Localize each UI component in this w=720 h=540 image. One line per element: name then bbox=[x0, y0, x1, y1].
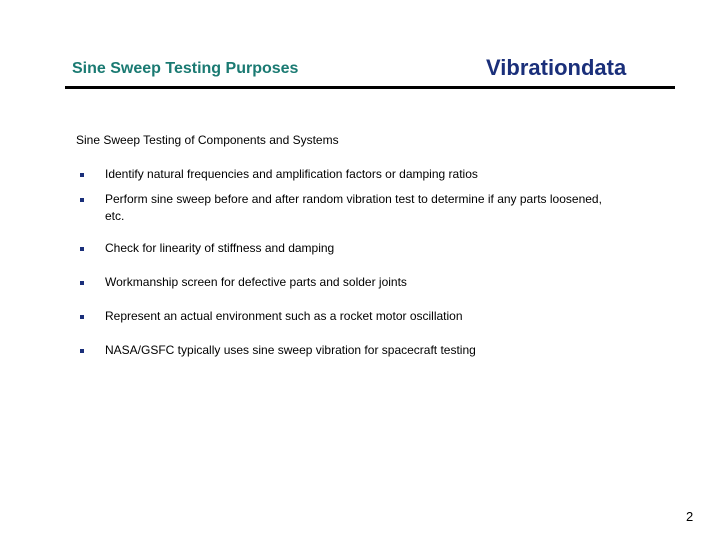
list-item bbox=[80, 166, 620, 183]
bullet-icon bbox=[80, 247, 84, 251]
list-item bbox=[80, 308, 620, 325]
bullet-list bbox=[80, 166, 620, 359]
list-item bbox=[80, 342, 620, 359]
header-divider bbox=[65, 86, 675, 89]
section-heading: Sine Sweep Testing of Components and Systems bbox=[76, 133, 339, 147]
list-item-text: Workmanship screen for defective parts and solder joints bbox=[105, 275, 407, 289]
slide-title: Sine Sweep Testing Purposes bbox=[72, 60, 299, 77]
list-item-text: Represent an actual environment such as a rocket motor oscillation bbox=[105, 309, 463, 323]
bullet-icon bbox=[80, 349, 84, 353]
bullet-icon bbox=[80, 281, 84, 285]
list-item bbox=[80, 274, 620, 291]
list-item-text: Perform sine sweep before and after random vibration test to determine if any parts loosened, etc. bbox=[105, 192, 602, 223]
bullet-icon bbox=[80, 198, 84, 202]
list-item bbox=[80, 240, 620, 257]
page-number: 2 bbox=[686, 509, 694, 524]
list-item bbox=[80, 191, 620, 225]
bullet-icon bbox=[80, 173, 84, 177]
list-item-text: NASA/GSFC typically uses sine sweep vibration for spacecraft testing bbox=[105, 343, 476, 357]
list-item-text: Identify natural frequencies and amplification factors or damping ratios bbox=[105, 167, 478, 181]
list-item-text: Check for linearity of stiffness and damping bbox=[105, 241, 335, 255]
brand-logo-text: Vibrationdata bbox=[486, 55, 627, 80]
bullet-icon bbox=[80, 315, 84, 319]
